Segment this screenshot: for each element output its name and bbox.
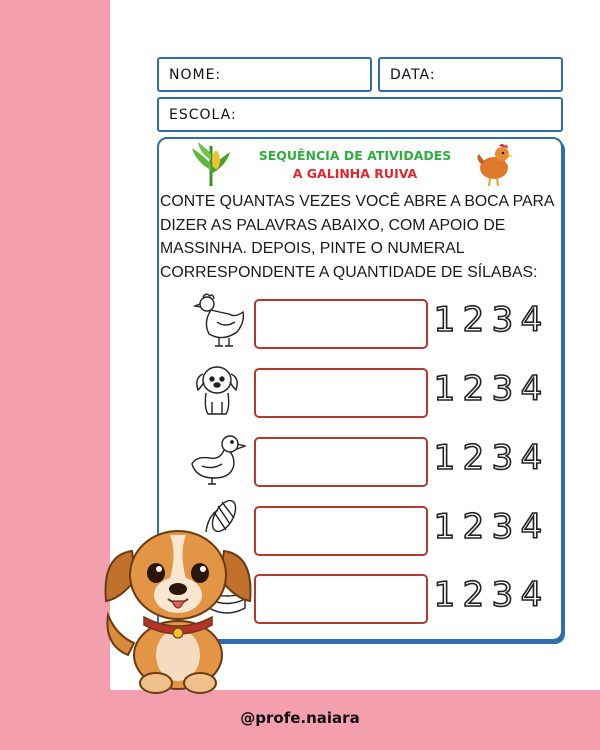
numeral-1[interactable]: 1 bbox=[433, 438, 456, 478]
numeral-3[interactable]: 3 bbox=[491, 300, 514, 340]
syllable-row bbox=[0, 297, 600, 357]
numeral-options bbox=[433, 369, 543, 409]
numeral-options bbox=[433, 507, 543, 547]
answer-box[interactable] bbox=[254, 437, 428, 487]
numeral-3[interactable]: 3 bbox=[491, 369, 514, 409]
school-label: ESCOLA: bbox=[169, 106, 237, 123]
answer-box[interactable] bbox=[254, 368, 428, 418]
answer-box[interactable] bbox=[254, 299, 428, 349]
numeral-4[interactable]: 4 bbox=[520, 438, 543, 478]
dog-outline-icon bbox=[192, 362, 242, 418]
numeral-2[interactable]: 2 bbox=[462, 575, 485, 615]
numeral-options bbox=[433, 300, 543, 340]
numeral-2[interactable]: 2 bbox=[462, 300, 485, 340]
syllable-row bbox=[0, 504, 600, 564]
activity-subtitle: A GALINHA RUIVA bbox=[292, 166, 418, 181]
activity-title: SEQUÊNCIA DE ATIVIDADES bbox=[258, 148, 452, 163]
syllable-row bbox=[0, 366, 600, 426]
duck-outline-icon bbox=[190, 432, 246, 488]
answer-box[interactable] bbox=[254, 574, 428, 624]
numeral-1[interactable]: 1 bbox=[433, 575, 456, 615]
date-field[interactable] bbox=[378, 57, 563, 92]
numeral-4[interactable]: 4 bbox=[520, 507, 543, 547]
instruction-text: CONTE QUANTAS VEZES VOCÊ ABRE A BOCA PARA DIZER AS PALAVRAS ABAIXO, COM APOIO DE MASSINHA. DEPOIS, PINTE O NUMERAL CORRESPONDENTE A QUANTIDADE DE SÍLABAS: bbox=[160, 193, 554, 281]
hen-outline-icon bbox=[193, 292, 248, 350]
author-handle: @profe.naiara bbox=[240, 709, 360, 727]
name-field[interactable] bbox=[157, 57, 372, 92]
numeral-4[interactable]: 4 bbox=[520, 300, 543, 340]
numeral-1[interactable]: 1 bbox=[433, 369, 456, 409]
numeral-2[interactable]: 2 bbox=[462, 507, 485, 547]
numeral-1[interactable]: 1 bbox=[433, 300, 456, 340]
numeral-1[interactable]: 1 bbox=[433, 507, 456, 547]
puppy-mascot-icon bbox=[98, 515, 258, 695]
numeral-3[interactable]: 3 bbox=[491, 507, 514, 547]
syllable-row bbox=[0, 435, 600, 495]
name-label: NOME: bbox=[169, 66, 222, 83]
hen-icon bbox=[475, 140, 513, 186]
numeral-options bbox=[433, 438, 543, 478]
syllable-row bbox=[0, 572, 600, 632]
numeral-options bbox=[433, 575, 543, 615]
numeral-4[interactable]: 4 bbox=[520, 369, 543, 409]
numeral-2[interactable]: 2 bbox=[462, 438, 485, 478]
numeral-4[interactable]: 4 bbox=[520, 575, 543, 615]
numeral-2[interactable]: 2 bbox=[462, 369, 485, 409]
corn-stalk-icon bbox=[190, 140, 232, 186]
date-label: DATA: bbox=[390, 66, 436, 83]
numeral-3[interactable]: 3 bbox=[491, 575, 514, 615]
answer-box[interactable] bbox=[254, 506, 428, 556]
school-field[interactable] bbox=[157, 97, 563, 132]
numeral-3[interactable]: 3 bbox=[491, 438, 514, 478]
